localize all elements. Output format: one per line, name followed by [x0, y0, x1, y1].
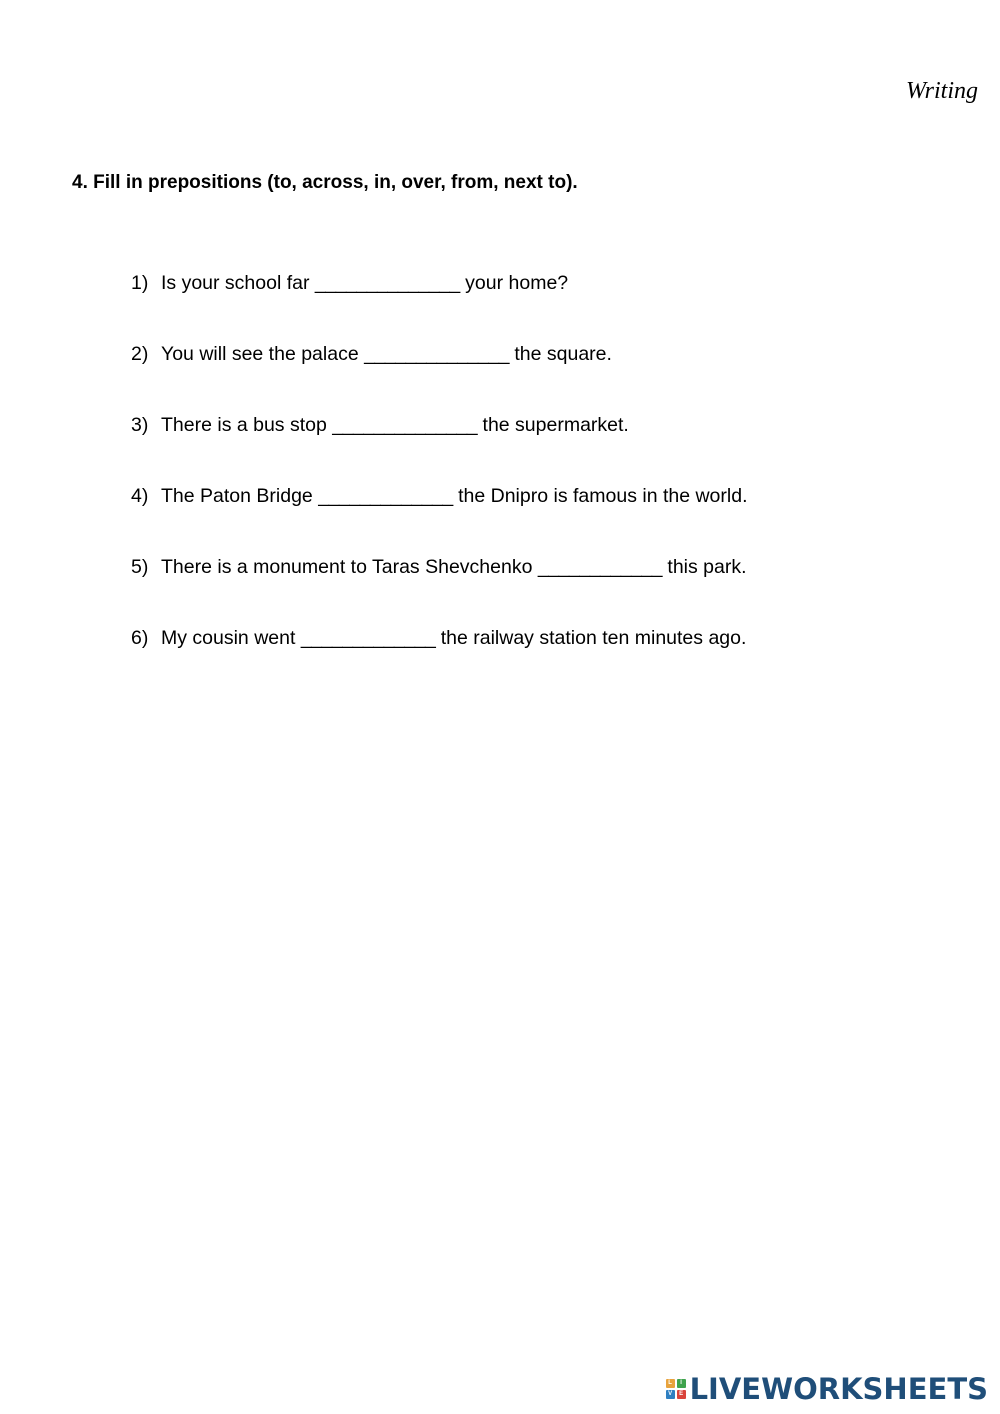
item-text-before: There is a monument to Taras Shevchenko [161, 556, 538, 578]
answer-blank[interactable]: _____________ [318, 485, 453, 507]
item-text-before: My cousin went [161, 627, 301, 649]
logo-mark-cell: L [666, 1379, 675, 1388]
item-text-before: The Paton Bridge [161, 485, 319, 507]
item-text-after: the Dnipro is famous in the world. [452, 485, 748, 507]
item-text-before: You will see the palace [161, 343, 365, 365]
logo-mark-cell: I [677, 1379, 686, 1388]
item-text-after: the railway station ten minutes ago. [435, 627, 747, 649]
logo-mark-cell: V [666, 1390, 675, 1399]
item-text-after: the square. [508, 343, 612, 365]
logo-text: LIVEWORKSHEETS [689, 1372, 988, 1406]
liveworksheets-logo [666, 1372, 988, 1406]
item-text-after: this park. [661, 556, 747, 578]
task-heading: 4. Fill in prepositions (to, across, in, over, from, next to). [72, 172, 578, 193]
answer-blank[interactable]: ______________ [314, 272, 460, 294]
exercise-item [131, 627, 748, 698]
item-text-after: the supermarket. [477, 414, 629, 436]
exercise-item [131, 272, 748, 343]
item-text-before: There is a bus stop [161, 414, 333, 436]
item-number: 4) [131, 485, 149, 507]
answer-blank[interactable]: ____________ [537, 556, 662, 578]
item-text-before: Is your school far [161, 272, 315, 294]
page-section-title: Writing [905, 78, 978, 104]
item-number: 5) [131, 556, 149, 578]
item-text-after: your home? [459, 272, 569, 294]
item-number: 1) [131, 272, 149, 294]
answer-blank[interactable]: ______________ [332, 414, 478, 436]
answer-blank[interactable]: ______________ [364, 343, 509, 365]
exercise-item [131, 556, 748, 627]
item-number: 2) [131, 343, 149, 365]
answer-blank[interactable]: _____________ [300, 627, 436, 649]
logo-mark-icon [666, 1379, 686, 1399]
item-number: 3) [131, 414, 149, 436]
exercise-list [131, 272, 748, 698]
logo-mark-cell: E [677, 1390, 686, 1399]
exercise-item [131, 343, 748, 414]
exercise-item [131, 485, 748, 556]
exercise-item [131, 414, 748, 485]
item-number: 6) [131, 627, 149, 649]
